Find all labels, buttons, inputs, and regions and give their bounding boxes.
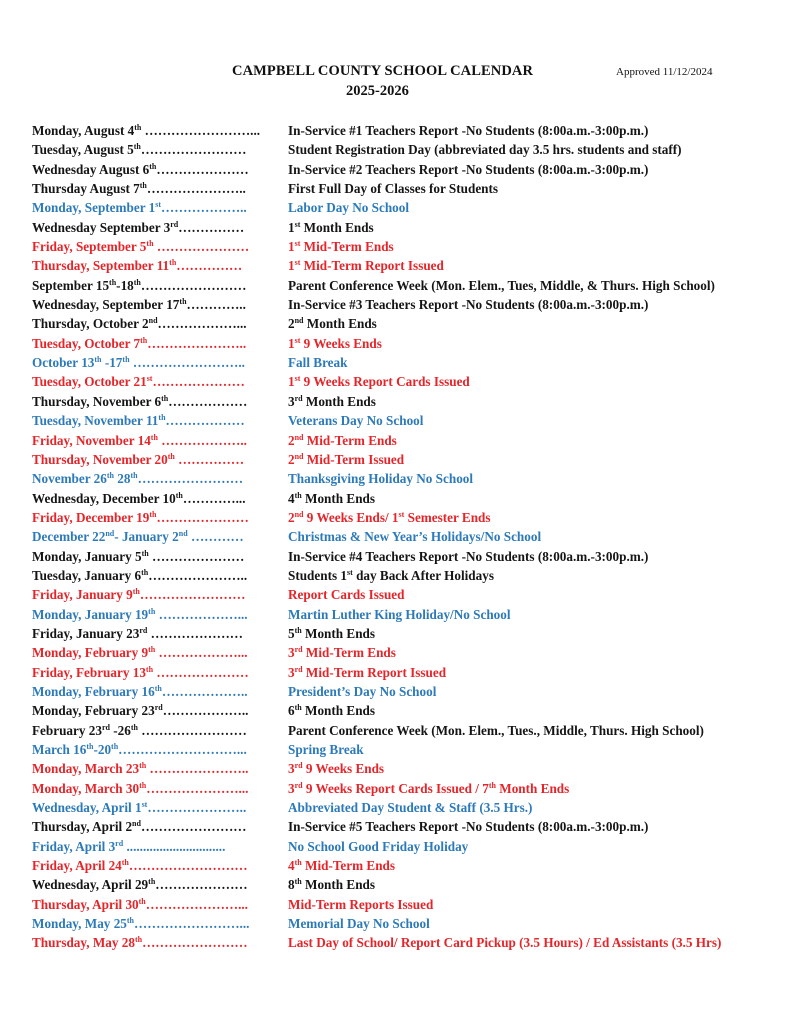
ordinal-suffix: th: [294, 858, 302, 868]
calendar-row: [0, 817, 797, 836]
ordinal-suffix: nd: [294, 451, 304, 461]
event-description: 2nd 9 Weeks Ends/ 1st Semester Ends: [288, 509, 491, 525]
ordinal-suffix: st: [294, 258, 301, 268]
ordinal-suffix: th: [121, 858, 129, 868]
ordinal-suffix: th: [122, 355, 130, 365]
event-date: Tuesday, August 5th……………………: [32, 142, 247, 158]
event-description: 1st Month Ends: [288, 219, 374, 235]
event-description: Students 1st day Back After Holidays: [288, 567, 494, 583]
ordinal-suffix: st: [294, 335, 301, 345]
ordinal-suffix: st: [294, 219, 301, 229]
event-description: Veterans Day No School: [288, 413, 424, 429]
event-date: Wednesday August 6th…………………: [32, 161, 249, 177]
calendar-row: [0, 759, 797, 778]
calendar-row: [0, 314, 797, 333]
ordinal-suffix: th: [145, 664, 154, 674]
calendar-row: [0, 721, 797, 740]
event-description: In-Service #5 Teachers Report -No Students (8:00a.m.-3:00p.m.): [288, 819, 649, 835]
ordinal-suffix: th: [148, 877, 156, 887]
calendar-row: [0, 295, 797, 314]
calendar-row: [0, 334, 797, 353]
event-date: Thursday, November 20th ……………: [32, 451, 245, 467]
ordinal-suffix: st: [146, 374, 153, 384]
ordinal-suffix: th: [488, 780, 496, 790]
ordinal-suffix: th: [175, 490, 183, 500]
calendar-row: [0, 121, 797, 140]
event-date: Tuesday, November 11th………………: [32, 413, 245, 429]
calendar-row: [0, 372, 797, 391]
ordinal-suffix: rd: [170, 219, 179, 229]
ordinal-suffix: st: [398, 509, 405, 519]
ordinal-suffix: nd: [178, 529, 188, 539]
event-date: March 16th-20th………………………...: [32, 742, 247, 757]
calendar-row: [0, 585, 797, 604]
event-date: Thursday, October 2nd………………...: [32, 316, 247, 332]
event-date: Wednesday, April 1st…………………..: [32, 800, 247, 816]
ordinal-suffix: th: [141, 548, 149, 558]
event-date: Monday, September 1st………………..: [32, 200, 247, 216]
event-date: Wednesday, September 17th…………..: [32, 297, 246, 313]
event-date: Wednesday, April 29th…………………: [32, 877, 248, 893]
ordinal-suffix: nd: [132, 819, 141, 829]
calendar-row: [0, 489, 797, 508]
event-description: First Full Day of Classes for Students: [288, 181, 499, 197]
ordinal-suffix: rd: [294, 645, 303, 655]
ordinal-suffix: th: [149, 509, 157, 519]
event-description: 5th Month Ends: [288, 625, 376, 641]
calendar-row: [0, 837, 797, 856]
event-date: Tuesday, October 21st…………………: [32, 374, 245, 390]
event-description: Mid-Term Reports Issued: [288, 896, 434, 912]
event-date: Tuesday, October 7th…………………..: [32, 335, 247, 351]
ordinal-suffix: st: [294, 239, 301, 249]
calendar-row: [0, 218, 797, 237]
calendar-row: [0, 431, 797, 450]
ordinal-suffix: th: [86, 742, 94, 751]
ordinal-suffix: th: [167, 451, 175, 461]
event-description: Parent Conference Week (Mon. Elem., Tues., Middle, Thurs. High School): [288, 722, 704, 738]
ordinal-suffix: th: [141, 567, 149, 577]
calendar-row: [0, 624, 797, 643]
event-description: In-Service #3 Teachers Report -No Students (8:00a.m.-3:00p.m.): [288, 297, 649, 313]
event-description: 3rd Month Ends: [288, 393, 376, 409]
calendar-row: [0, 933, 797, 952]
ordinal-suffix: rd: [101, 722, 110, 732]
calendar-row: [0, 160, 797, 179]
calendar-row: [0, 392, 797, 411]
event-date: Wednesday, December 10th…………...: [32, 490, 246, 506]
calendar-row: [0, 914, 797, 933]
event-description: Memorial Day No School: [288, 916, 430, 932]
ordinal-suffix: th: [154, 683, 162, 693]
calendar-row: [0, 643, 797, 662]
event-description: Martin Luther King Holiday/No School: [288, 606, 511, 622]
ordinal-suffix: th: [134, 935, 143, 945]
ordinal-suffix: th: [148, 606, 156, 616]
event-description: 2nd Month Ends: [288, 316, 377, 332]
event-description: Spring Break: [288, 742, 364, 757]
ordinal-suffix: th: [149, 161, 157, 171]
event-description: 3rd 9 Weeks Ends: [288, 761, 385, 777]
ordinal-suffix: th: [126, 916, 135, 926]
event-description: 2nd Mid-Term Ends: [288, 432, 397, 448]
ordinal-suffix: th: [111, 742, 119, 751]
ordinal-suffix: nd: [105, 529, 115, 539]
event-date: Friday, April 3rd ..............................: [32, 838, 226, 854]
ordinal-suffix: th: [148, 645, 156, 655]
event-date: Thursday, September 11th……………: [32, 258, 243, 274]
event-description: 1st Mid-Term Ends: [288, 239, 394, 255]
event-date: Thursday, November 6th………………: [32, 393, 248, 409]
event-description: Thanksgiving Holiday No School: [288, 471, 474, 487]
calendar-row: [0, 237, 797, 256]
calendar-row: [0, 353, 797, 372]
ordinal-suffix: rd: [294, 761, 303, 771]
calendar-row: [0, 895, 797, 914]
event-description: 4th Month Ends: [288, 490, 376, 506]
event-date: Friday, January 23rd …………………: [32, 625, 243, 641]
event-date: Monday, January 5th …………………: [32, 548, 245, 564]
event-description: In-Service #2 Teachers Report -No Students (8:00a.m.-3:00p.m.): [288, 161, 649, 177]
ordinal-suffix: rd: [139, 625, 148, 635]
event-date: Monday, January 19th ………………...: [32, 606, 248, 622]
calendar-row: [0, 740, 797, 759]
ordinal-suffix: rd: [154, 703, 163, 713]
event-description: 3rd 9 Weeks Report Cards Issued / 7th Month Ends: [288, 780, 570, 796]
event-date: Friday, April 24th………………………: [32, 858, 248, 874]
ordinal-suffix: th: [133, 277, 141, 287]
event-description: 4th Mid-Term Ends: [288, 858, 396, 874]
calendar-title: CAMPBELL COUNTY SCHOOL CALENDAR: [232, 63, 534, 79]
calendar-row: [0, 701, 797, 720]
event-date: Friday, November 14th ………………..: [32, 432, 247, 448]
ordinal-suffix: th: [150, 432, 158, 442]
event-description: 6th Month Ends: [288, 703, 376, 719]
event-description: 1st 9 Weeks Ends: [288, 335, 382, 351]
ordinal-suffix: th: [133, 142, 141, 152]
ordinal-suffix: th: [294, 490, 302, 500]
ordinal-suffix: th: [294, 877, 302, 887]
ordinal-suffix: th: [130, 471, 138, 481]
ordinal-suffix: st: [347, 567, 353, 577]
event-description: Fall Break: [288, 355, 348, 371]
ordinal-suffix: nd: [148, 316, 158, 326]
calendar-row: [0, 450, 797, 469]
ordinal-suffix: th: [138, 896, 146, 906]
calendar-row: [0, 566, 797, 585]
school-year: 2025-2026: [346, 83, 409, 99]
calendar-row: [0, 663, 797, 682]
event-date: Thursday August 7th…………………..: [32, 181, 246, 197]
approval-date: Approved 11/12/2024: [616, 66, 713, 78]
calendar-row: [0, 140, 797, 159]
ordinal-suffix: st: [155, 200, 161, 210]
event-date: Thursday, April 2nd……………………: [32, 819, 247, 835]
calendar-row: [0, 875, 797, 894]
ordinal-suffix: th: [130, 722, 138, 732]
calendar-event-list: [0, 121, 797, 953]
ordinal-suffix: th: [139, 780, 147, 790]
event-date: Friday, December 19th…………………: [32, 509, 249, 525]
ordinal-suffix: th: [158, 413, 166, 423]
calendar-row: [0, 605, 797, 624]
event-description: Christmas & New Year’s Holidays/No School: [288, 529, 542, 545]
ordinal-suffix: th: [94, 355, 102, 365]
event-date: Monday, February 16th………………..: [32, 683, 248, 699]
event-date: October 13th -17th ……………………..: [32, 355, 245, 371]
event-date: Tuesday, January 6th…………………..: [32, 567, 248, 583]
event-description: In-Service #1 Teachers Report -No Students (8:00a.m.-3:00p.m.): [288, 123, 649, 138]
event-date: Monday, February 9th ………………...: [32, 645, 248, 661]
ordinal-suffix: th: [139, 181, 147, 191]
calendar-row: [0, 508, 797, 527]
calendar-row: [0, 469, 797, 488]
calendar-row: [0, 856, 797, 875]
ordinal-suffix: th: [139, 761, 147, 771]
ordinal-suffix: nd: [294, 509, 304, 519]
calendar-row: [0, 179, 797, 198]
ordinal-suffix: th: [132, 587, 140, 597]
ordinal-suffix: rd: [294, 780, 303, 790]
ordinal-suffix: th: [161, 393, 169, 403]
event-description: In-Service #4 Teachers Report -No Students (8:00a.m.-3:00p.m.): [288, 548, 649, 564]
ordinal-suffix: th: [294, 625, 302, 635]
ordinal-suffix: th: [146, 239, 154, 249]
event-description: No School Good Friday Holiday: [288, 838, 469, 854]
event-date: Thursday, April 30th…………………...: [32, 896, 248, 912]
ordinal-suffix: st: [141, 800, 148, 810]
event-description: Parent Conference Week (Mon. Elem., Tues, Middle, & Thurs. High School): [288, 277, 715, 293]
calendar-row: [0, 198, 797, 217]
event-date: Monday, May 25th……………………...: [32, 916, 250, 932]
event-description: 2nd Mid-Term Issued: [288, 451, 405, 467]
ordinal-suffix: th: [140, 335, 148, 345]
ordinal-suffix: nd: [294, 316, 304, 326]
ordinal-suffix: th: [169, 258, 177, 268]
event-description: Report Cards Issued: [288, 587, 405, 603]
event-description: 3rd Mid-Term Report Issued: [288, 664, 447, 680]
ordinal-suffix: th: [179, 297, 187, 307]
event-date: Monday, March 23th …………………..: [32, 761, 249, 777]
event-date: February 23rd -26th ……………………: [32, 722, 247, 738]
event-description: President’s Day No School: [288, 683, 437, 699]
event-description: Last Day of School/ Report Card Pickup (3.5 Hours) / Ed Assistants (3.5 Hrs): [288, 935, 722, 951]
calendar-row: [0, 276, 797, 295]
event-description: 8th Month Ends: [288, 877, 376, 893]
event-date: December 22nd- January 2nd …………: [32, 529, 244, 545]
event-date: Thursday, May 28th……………………: [32, 935, 248, 951]
event-date: Monday, March 30th…………………...: [32, 780, 249, 796]
calendar-row: [0, 411, 797, 430]
ordinal-suffix: nd: [294, 432, 304, 442]
event-description: 1st 9 Weeks Report Cards Issued: [288, 374, 470, 390]
event-date: September 15th-18th……………………: [32, 277, 247, 293]
calendar-row: [0, 798, 797, 817]
event-date: Monday, February 23rd………………..: [32, 703, 249, 719]
calendar-row: [0, 527, 797, 546]
event-description: 3rd Mid-Term Ends: [288, 645, 396, 661]
event-description: Labor Day No School: [288, 200, 410, 216]
calendar-row: [0, 547, 797, 566]
event-description: 1st Mid-Term Report Issued: [288, 258, 444, 274]
ordinal-suffix: rd: [115, 838, 124, 848]
event-date: Friday, January 9th……………………: [32, 587, 246, 603]
event-date: Wednesday September 3rd……………: [32, 219, 245, 235]
ordinal-suffix: th: [134, 123, 142, 132]
event-description: Student Registration Day (abbreviated day 3.5 hrs. students and staff): [288, 142, 682, 158]
calendar-row: [0, 256, 797, 275]
ordinal-suffix: rd: [294, 393, 303, 403]
event-description: Abbreviated Day Student & Staff (3.5 Hrs.): [288, 800, 533, 816]
event-date: Friday, September 5th …………………: [32, 239, 250, 255]
ordinal-suffix: th: [106, 471, 114, 481]
calendar-row: [0, 682, 797, 701]
ordinal-suffix: th: [109, 277, 117, 287]
ordinal-suffix: rd: [294, 664, 303, 674]
ordinal-suffix: st: [294, 374, 301, 384]
calendar-header: [0, 63, 797, 103]
event-date: November 26th 28th……………………: [32, 471, 244, 487]
ordinal-suffix: th: [294, 703, 302, 713]
calendar-row: [0, 779, 797, 798]
event-date: Monday, August 4th ……………………...: [32, 123, 261, 138]
event-date: Friday, February 13th …………………: [32, 664, 249, 680]
